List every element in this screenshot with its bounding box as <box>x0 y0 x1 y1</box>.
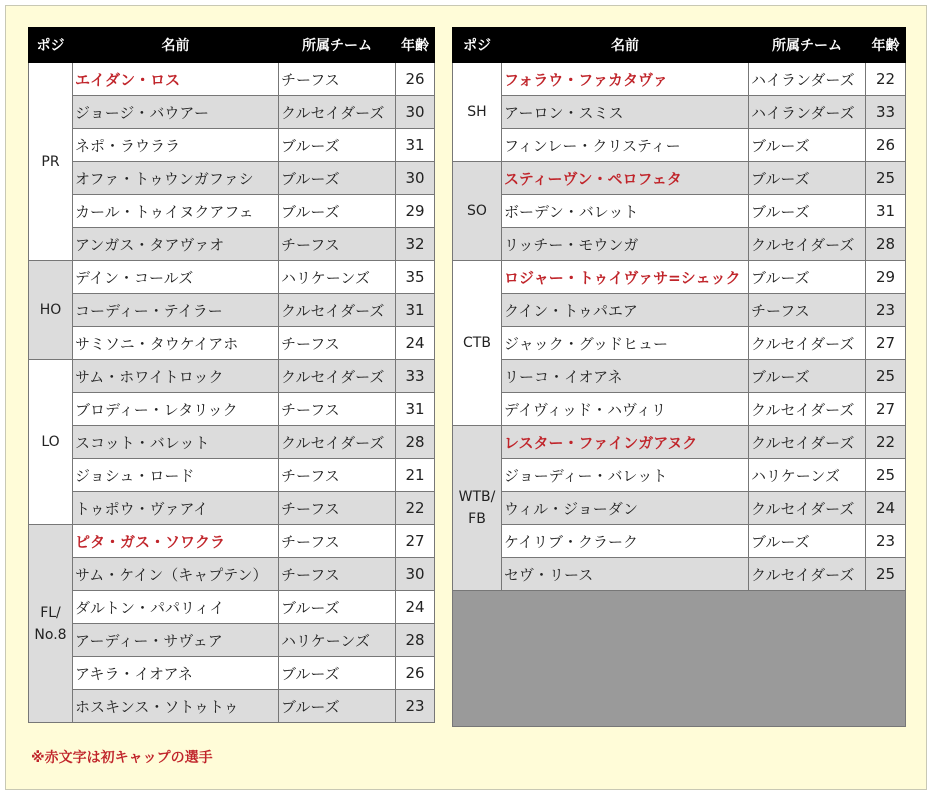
player-age: 23 <box>866 525 906 558</box>
player-team: ハリケーンズ <box>749 459 866 492</box>
player-name: エイダン・ロス <box>73 63 279 96</box>
table-row <box>453 426 906 459</box>
player-team: ブルーズ <box>749 261 866 294</box>
position-cell: WTB/ FB <box>453 426 502 591</box>
player-name: オファ・トゥウンガファシ <box>73 162 279 195</box>
player-age: 27 <box>396 525 435 558</box>
header-age: 年齢 <box>866 28 906 63</box>
position-cell: SO <box>453 162 502 261</box>
table-row <box>29 492 435 525</box>
table-row <box>453 459 906 492</box>
table-row <box>29 228 435 261</box>
player-name: ジョシュ・ロード <box>73 459 279 492</box>
player-age: 24 <box>396 591 435 624</box>
table-row <box>29 360 435 393</box>
player-name: ダルトン・パパリィイ <box>73 591 279 624</box>
player-name: サミソニ・タウケイアホ <box>73 327 279 360</box>
header-team: 所属チーム <box>749 28 866 63</box>
player-team: クルセイダーズ <box>749 327 866 360</box>
player-name: ピタ・ガス・ソワクラ <box>73 525 279 558</box>
table-row <box>29 657 435 690</box>
table-row <box>453 195 906 228</box>
position-cell: HO <box>29 261 73 360</box>
player-age: 31 <box>396 129 435 162</box>
table-row <box>29 261 435 294</box>
player-team: クルセイダーズ <box>749 558 866 591</box>
player-name: フォラウ・ファカタヴァ <box>502 63 749 96</box>
player-name: ブロディー・レタリック <box>73 393 279 426</box>
header-position: ポジ <box>453 28 502 63</box>
table-row <box>29 459 435 492</box>
table-row <box>453 492 906 525</box>
table-row <box>453 558 906 591</box>
player-name: サム・ホワイトロック <box>73 360 279 393</box>
player-name: デイヴィッド・ハヴィリ <box>502 393 749 426</box>
player-team: ハリケーンズ <box>279 624 396 657</box>
player-team: チーフス <box>279 327 396 360</box>
player-team: ブルーズ <box>749 195 866 228</box>
player-team: クルセイダーズ <box>749 228 866 261</box>
player-age: 26 <box>396 63 435 96</box>
table-row <box>29 690 435 723</box>
table-row <box>453 63 906 96</box>
player-age: 21 <box>396 459 435 492</box>
table-row <box>453 162 906 195</box>
table-row <box>29 162 435 195</box>
player-age: 28 <box>396 426 435 459</box>
table-row <box>29 393 435 426</box>
player-name: ジャック・グッドヒュー <box>502 327 749 360</box>
player-name: トゥポウ・ヴァアイ <box>73 492 279 525</box>
table-row <box>29 525 435 558</box>
player-team: ブルーズ <box>279 591 396 624</box>
player-team: チーフス <box>279 492 396 525</box>
table-row <box>29 63 435 96</box>
player-team: チーフス <box>279 228 396 261</box>
player-name: ジョーディー・バレット <box>502 459 749 492</box>
table-row <box>453 525 906 558</box>
player-name: サム・ケイン（キャプテン） <box>73 558 279 591</box>
player-age: 27 <box>866 327 906 360</box>
player-age: 22 <box>866 63 906 96</box>
table-row <box>453 96 906 129</box>
header-name: 名前 <box>73 28 279 63</box>
player-team: クルセイダーズ <box>279 294 396 327</box>
squad-table-forwards <box>28 27 435 723</box>
header-position: ポジ <box>29 28 73 63</box>
header-row <box>453 28 906 63</box>
player-team: チーフス <box>279 63 396 96</box>
player-age: 26 <box>396 657 435 690</box>
player-age: 22 <box>396 492 435 525</box>
table-row <box>453 360 906 393</box>
table-row <box>29 96 435 129</box>
player-team: ブルーズ <box>749 360 866 393</box>
player-name: カール・トゥイヌクアフェ <box>73 195 279 228</box>
player-team: チーフス <box>279 459 396 492</box>
first-cap-footnote: ※赤文字は初キャップの選手 <box>31 750 213 766</box>
player-team: ブルーズ <box>279 129 396 162</box>
player-age: 24 <box>866 492 906 525</box>
player-name: ロジャー・トゥイヴァサ=シェック <box>502 261 749 294</box>
table-row <box>29 591 435 624</box>
player-age: 22 <box>866 426 906 459</box>
player-team: ハイランダーズ <box>749 63 866 96</box>
table-row <box>29 624 435 657</box>
player-age: 35 <box>396 261 435 294</box>
empty-fill-row <box>453 591 906 727</box>
header-team: 所属チーム <box>279 28 396 63</box>
player-age: 30 <box>396 162 435 195</box>
table-row <box>453 393 906 426</box>
table-row <box>29 294 435 327</box>
player-name: コーディー・テイラー <box>73 294 279 327</box>
player-age: 31 <box>396 393 435 426</box>
player-team: ブルーズ <box>279 195 396 228</box>
squad-table-backs <box>452 27 906 727</box>
player-team: チーフス <box>749 294 866 327</box>
table-row <box>453 294 906 327</box>
player-team: クルセイダーズ <box>749 426 866 459</box>
player-age: 25 <box>866 459 906 492</box>
player-name: ネポ・ラウララ <box>73 129 279 162</box>
player-age: 28 <box>396 624 435 657</box>
player-age: 23 <box>866 294 906 327</box>
player-age: 33 <box>396 360 435 393</box>
player-age: 32 <box>396 228 435 261</box>
header-name: 名前 <box>502 28 749 63</box>
player-age: 27 <box>866 393 906 426</box>
player-age: 26 <box>866 129 906 162</box>
player-name: アーディー・サヴェア <box>73 624 279 657</box>
player-team: ブルーズ <box>279 690 396 723</box>
player-name: ボーデン・バレット <box>502 195 749 228</box>
player-age: 30 <box>396 558 435 591</box>
table-row <box>29 426 435 459</box>
player-team: クルセイダーズ <box>279 360 396 393</box>
player-age: 25 <box>866 558 906 591</box>
player-name: セヴ・リース <box>502 558 749 591</box>
position-cell: PR <box>29 63 73 261</box>
player-name: デイン・コールズ <box>73 261 279 294</box>
player-team: ハイランダーズ <box>749 96 866 129</box>
player-age: 31 <box>866 195 906 228</box>
player-age: 30 <box>396 96 435 129</box>
table-row <box>29 129 435 162</box>
player-age: 29 <box>866 261 906 294</box>
table-row <box>453 327 906 360</box>
table-row <box>29 558 435 591</box>
player-name: レスター・ファインガアヌク <box>502 426 749 459</box>
player-team: ブルーズ <box>279 657 396 690</box>
player-team: クルセイダーズ <box>749 393 866 426</box>
player-team: クルセイダーズ <box>749 492 866 525</box>
player-age: 31 <box>396 294 435 327</box>
player-name: ケイリブ・クラーク <box>502 525 749 558</box>
position-cell: LO <box>29 360 73 525</box>
player-name: ジョージ・バウアー <box>73 96 279 129</box>
player-team: クルセイダーズ <box>279 96 396 129</box>
position-cell: FL/ No.8 <box>29 525 73 723</box>
player-team: チーフス <box>279 558 396 591</box>
player-name: スティーヴン・ペロフェタ <box>502 162 749 195</box>
player-name: リッチー・モウンガ <box>502 228 749 261</box>
table-row <box>29 195 435 228</box>
empty-fill-block <box>453 591 906 727</box>
player-name: ホスキンス・ソトゥトゥ <box>73 690 279 723</box>
player-name: アーロン・スミス <box>502 96 749 129</box>
player-name: リーコ・イオアネ <box>502 360 749 393</box>
player-team: ブルーズ <box>279 162 396 195</box>
player-age: 23 <box>396 690 435 723</box>
player-team: ブルーズ <box>749 525 866 558</box>
player-name: ウィル・ジョーダン <box>502 492 749 525</box>
player-name: クイン・トゥパエア <box>502 294 749 327</box>
player-team: ハリケーンズ <box>279 261 396 294</box>
player-age: 24 <box>396 327 435 360</box>
player-name: フィンレー・クリスティー <box>502 129 749 162</box>
player-age: 25 <box>866 162 906 195</box>
position-cell: SH <box>453 63 502 162</box>
player-team: チーフス <box>279 525 396 558</box>
header-row <box>29 28 435 63</box>
player-name: スコット・バレット <box>73 426 279 459</box>
table-row <box>453 261 906 294</box>
player-name: アキラ・イオアネ <box>73 657 279 690</box>
player-age: 28 <box>866 228 906 261</box>
player-team: チーフス <box>279 393 396 426</box>
player-team: ブルーズ <box>749 162 866 195</box>
player-team: ブルーズ <box>749 129 866 162</box>
position-cell: CTB <box>453 261 502 426</box>
player-age: 25 <box>866 360 906 393</box>
table-row <box>453 228 906 261</box>
table-row <box>453 129 906 162</box>
table-row <box>29 327 435 360</box>
player-age: 29 <box>396 195 435 228</box>
player-age: 33 <box>866 96 906 129</box>
player-name: アンガス・タアヴァオ <box>73 228 279 261</box>
header-age: 年齢 <box>396 28 435 63</box>
player-team: クルセイダーズ <box>279 426 396 459</box>
